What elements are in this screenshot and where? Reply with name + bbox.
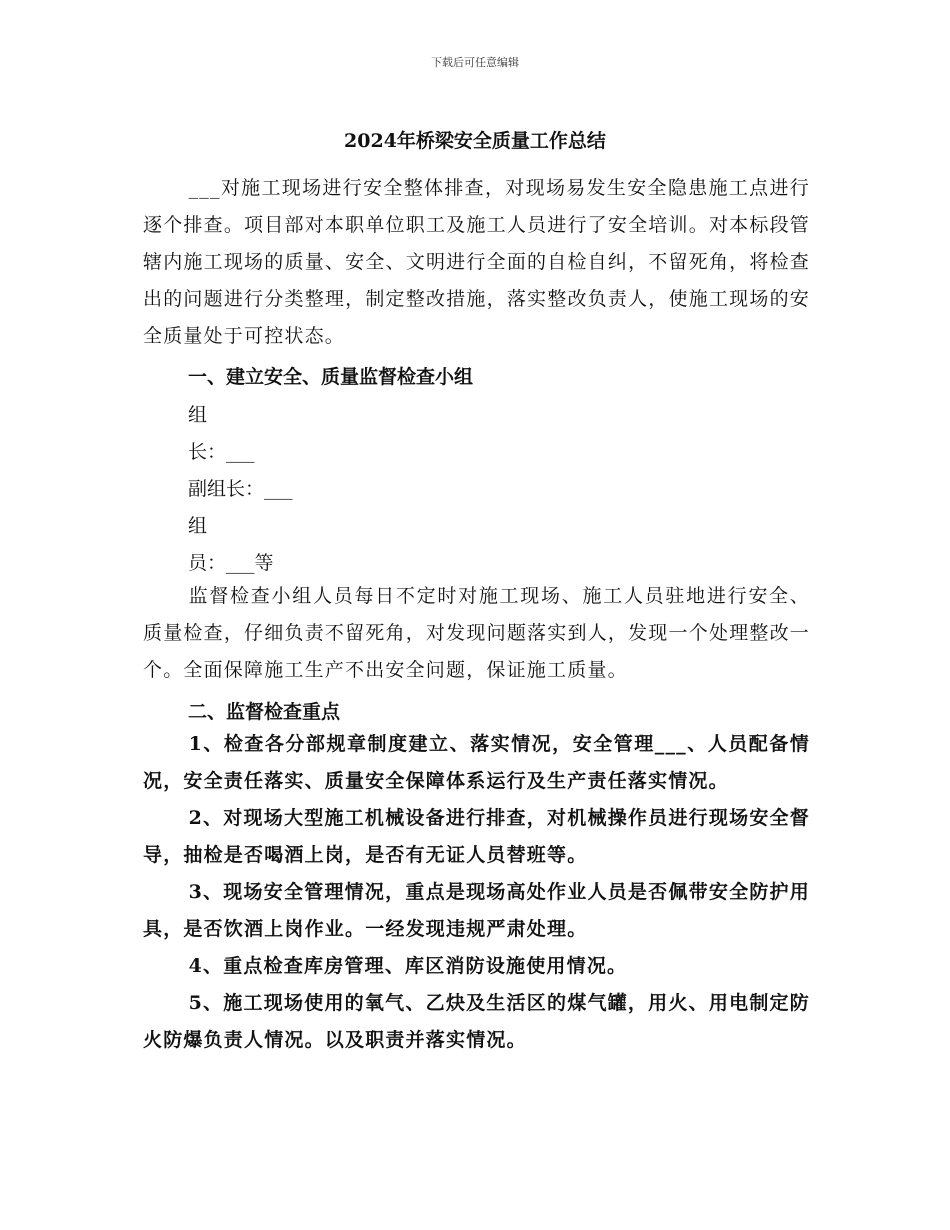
check-item-3: 3、现场安全管理情况，重点是现场高处作业人员是否佩带安全防护用具，是否饮酒上岗作业。一经发现违规严肃处理。 <box>143 881 810 940</box>
check-item-2: 2、对现场大型施工机械设备进行排查，对机械操作员进行现场安全督导，抽检是否喝酒上岗，是否有无证人员替班等。 <box>143 807 810 866</box>
group-leader-label-part1: 组 <box>188 404 208 426</box>
group-member-label-part2: 员：___等 <box>188 552 274 574</box>
section-2-heading: 二、监督检查重点 <box>188 701 341 723</box>
check-item-4: 4、重点检查库房管理、库区消防设施使用情况。 <box>188 955 628 977</box>
intro-paragraph: ___对施工现场进行安全整体排查，对现场易发生安全隐患施工点进行逐个排查。项目部对本职单位职工及施工人员进行了安全培训。对本标段管辖内施工现场的质量、安全、文明进行全面的自检自纠，不留死角，将检查出的问题进行分类整理，制定整改措施，落实整改负责人，使施工现场的安全质量处于可控状态。 <box>143 177 810 347</box>
deputy-leader-label: 副组长：___ <box>188 478 293 500</box>
group-member-label-part1: 组 <box>188 515 208 537</box>
document-title: 2024年桥梁安全质量工作总结 <box>344 130 606 152</box>
check-item-5: 5、施工现场使用的氧气、乙炔及生活区的煤气罐，用火、用电制定防火防爆负责人情况。以及职责并落实情况。 <box>143 992 810 1051</box>
group-leader-label-part2: 长：___ <box>188 441 255 463</box>
page-header-note: 下载后可任意编辑 <box>431 56 519 69</box>
check-item-1: 1、检查各分部规章制度建立、落实情况，安全管理___、人员配备情况，安全责任落实、质量安全保障体系运行及生产责任落实情况。 <box>143 733 810 792</box>
section-1-heading: 一、建立安全、质量监督检查小组 <box>188 366 474 388</box>
section-1-body: 监督检查小组人员每日不定时对施工现场、施工人员驻地进行安全、质量检查，仔细负责不留死角，对发现问题落实到人，发现一个处理整改一个。全面保障施工生产不出安全问题，保证施工质量。 <box>143 585 810 681</box>
